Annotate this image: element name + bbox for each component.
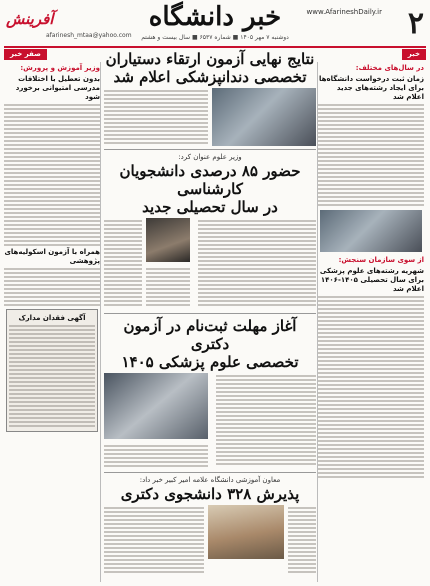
right-item2-body [318, 296, 424, 478]
headline-4: در سال تحصیلی جدید [142, 198, 278, 216]
right-item1-kicker: در سال‌های مختلف: [355, 64, 424, 72]
right-item2-title: شهریه رشته‌های علوم پزشکی برای سال تحصیلی ۱۴۰۵-۱۴۰۶ اعلام شد [319, 267, 424, 293]
headline-1: نتایج نهایی آزمون ارتقاء دستیاران [105, 50, 315, 68]
story2-text-under-photo [146, 266, 190, 308]
right-item1-body [318, 104, 424, 206]
right-item1-title: زمان ثبت درخواست دانشگاه‌ها برای ایجاد رشته‌های جدید اعلام شد [319, 75, 424, 101]
headline-5: آغاز مهلت ثبت‌نام در آزمون دکتری [123, 317, 297, 353]
dateline: دوشنبه ۷ مهر ۱۴۰۵ ■ شماره ۶۵۳۷ ■ سال بیست و هشتم [141, 34, 289, 41]
story3-block [104, 373, 316, 469]
left-column [4, 62, 101, 582]
section-tag-left: صفر خبر [4, 49, 47, 60]
page-number: ۲ [407, 6, 424, 41]
story4-text-right [288, 505, 316, 575]
kicker-7: معاون آموزشی دانشگاه علامه امیر کبیر خبر داد: [139, 476, 281, 484]
story4-text [104, 505, 204, 575]
story3-text [216, 373, 316, 467]
email: afarinesh_mtaa@yahoo.com [46, 32, 132, 39]
story4-photo [208, 505, 284, 559]
story3-text-under [104, 443, 208, 469]
site-url: www.AfarineshDaily.ir [306, 8, 382, 16]
story2-block [104, 218, 316, 310]
story2-text-right [198, 218, 316, 308]
right-item2-kicker: از سوی سازمان سنجش: [338, 256, 424, 264]
headline-2: تخصصی دندانپزشکی اعلام شد [113, 68, 307, 86]
story2-photo [146, 218, 190, 262]
story1-block [104, 88, 316, 146]
story1-photo [212, 88, 316, 146]
headline-6: تخصصی علوم پزشکی ۱۴۰۵ [121, 353, 299, 371]
masthead [4, 4, 426, 48]
brand-logo: آفرینش [6, 10, 54, 28]
center-column [104, 50, 316, 575]
left-item1-title: بدون تعطیل با اختلافات مدرسی امتیوانی برخورد شود [15, 75, 100, 101]
right-photo [320, 210, 422, 252]
notice-title: آگهی فقدان مدارک [18, 314, 86, 322]
right-column [317, 62, 426, 582]
left-item1-kicker: وزیر آموزش و پرورش: [20, 64, 100, 72]
section-tag-right: خبر [402, 49, 426, 60]
headline-3: حضور ۸۵ درصدی دانشجویان کارشناسی [119, 162, 301, 198]
left-item1-body [4, 104, 100, 246]
masthead-title: خبر دانشگاه [148, 2, 282, 32]
kicker-2: وزیر علوم عنوان کرد: [178, 153, 242, 161]
story1-text [104, 88, 208, 146]
headline-7: پذیرش ۳۲۸ دانشجوی دکتری [120, 485, 300, 503]
left-item2-title: همراه با آزمون اسکولیه‌های پژوهشی [4, 248, 100, 265]
story4-block [104, 505, 316, 575]
story2-text-left [104, 218, 142, 308]
right-photo-wrap [318, 208, 424, 254]
notice-box [6, 309, 98, 432]
left-item2-body [4, 268, 100, 306]
story3-photo [104, 373, 208, 439]
